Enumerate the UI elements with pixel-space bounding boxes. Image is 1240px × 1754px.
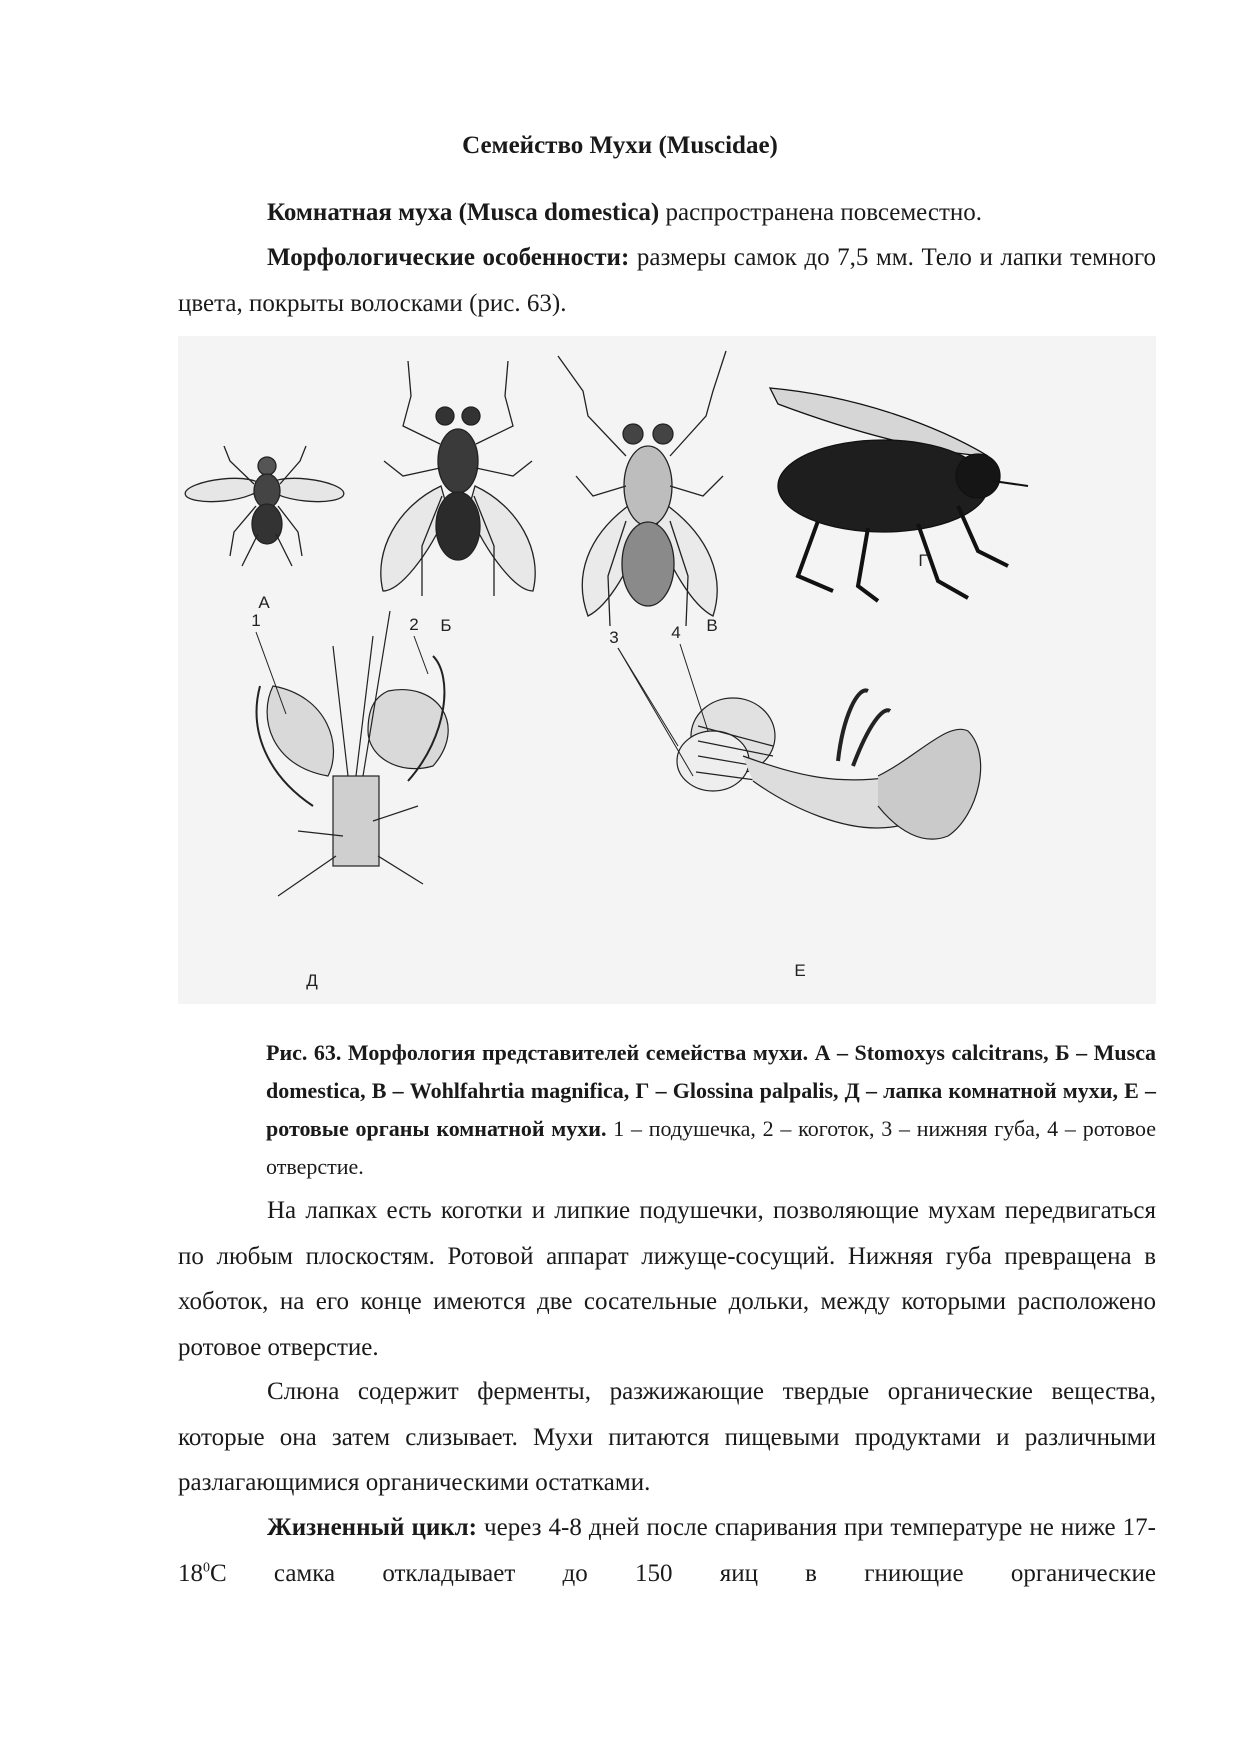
callout-3: 3 bbox=[609, 628, 619, 647]
panel-label-b: Б bbox=[440, 616, 452, 635]
intro-paragraph bbox=[178, 190, 1156, 236]
panel-label-d: Д bbox=[306, 971, 318, 990]
panel-label-a: А bbox=[258, 593, 270, 612]
lifecycle-text-before: через 4-8 дней после спаривания при температуре не ниже 17-18 bbox=[178, 1514, 1157, 1587]
callout-4: 4 bbox=[671, 623, 681, 642]
panel-label-g: Г bbox=[918, 551, 928, 570]
figure-caption bbox=[266, 1034, 1156, 1186]
caption-title: Рис. 63. Морфология представителей семейства мухи. А – Stomoxys calcitrans, Б – Musca domestica, В – Wohlfahrtia magnifica, Г – Glossina palpalis, Д – лапка комнатной мухи, Е – ротовые органы комнатной мухи. bbox=[266, 1040, 1156, 1141]
morphology-text: размеры самок до 7,5 мм. Тело и лапки темного цвета, покрыты волосками (рис. 63). bbox=[178, 244, 1156, 317]
morphology-paragraph bbox=[178, 235, 1156, 326]
lifecycle-text-after: С самка откладывает до 150 яиц в гниющие органические bbox=[210, 1559, 1156, 1587]
figure-63 bbox=[178, 336, 1156, 1004]
caption-legend: 1 – подушечка, 2 – коготок, 3 – нижняя губа, 4 – ротовое отверстие. bbox=[266, 1116, 1156, 1179]
lifecycle-paragraph bbox=[178, 1505, 1156, 1596]
callout-1: 1 bbox=[251, 611, 261, 630]
morphology-label: Морфологические особенности: bbox=[267, 244, 630, 271]
figure-plate bbox=[178, 336, 1156, 1004]
panel-label-v: В bbox=[706, 616, 718, 635]
callout-2: 2 bbox=[409, 615, 419, 634]
body-paragraph-2: Слюна содержит ферменты, разжижающие твердые органические вещества, которые она затем слизывает. Мухи питаются пищевыми продуктами и различными разлагающимися органическими остатками. bbox=[178, 1378, 1156, 1496]
lifecycle-degree: 0 bbox=[203, 1560, 210, 1576]
lifecycle-label: Жизненный цикл: bbox=[267, 1514, 478, 1541]
species-name: Комнатная муха (Musca domestica) bbox=[267, 199, 660, 226]
section-title: Семейство Мухи (Muscidae) bbox=[462, 132, 778, 159]
panel-label-e: Е bbox=[794, 961, 806, 980]
body-paragraph-1: На лапках есть коготки и липкие подушечки, позволяющие мухам передвигаться по любым плоскостям. Ротовой аппарат лижуще-сосущий. Нижняя губа превращена в хоботок, на его конце имеются две сосательные дольки, между которыми расположено ротовое отверстие. bbox=[178, 1197, 1156, 1361]
intro-text: распространена повсеместно. bbox=[659, 199, 983, 226]
